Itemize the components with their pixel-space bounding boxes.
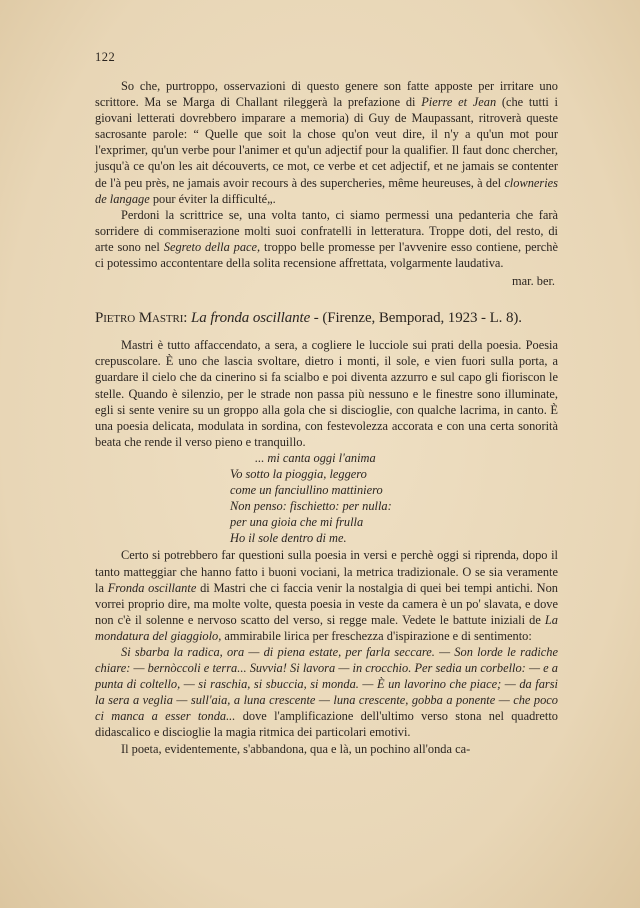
poem-line: come un fanciullino mattiniero: [230, 483, 383, 498]
page-number: 122: [95, 50, 116, 64]
paragraph: [95, 547, 558, 644]
quote-block: [95, 644, 558, 741]
poem-excerpt: [95, 450, 558, 547]
review-author: Pietro Mastri: [95, 310, 184, 327]
reviewer-signature: mar. ber.: [511, 274, 555, 289]
text-run: Certo si potrebbero far questioni sulla poesia in versi e perchè oggi si riprenda, dopo il tanto matteggiar che hanno fatto i buoni vociani, la metrica tradizionale. O se sia veramente la: [95, 548, 558, 595]
book-title: Pierre et Jean: [421, 95, 497, 110]
text-run: ammirabile lirica per freschezza d'ispirazione e di sentimento:: [221, 628, 532, 643]
heading-colon: :: [183, 310, 188, 327]
text-run: So che, purtroppo, osservazioni di questo genere son fatte apposte per irritare uno scrittore. Ma se Marga di Challant rileggerà la prefazione di: [95, 79, 558, 110]
paragraph: [95, 78, 558, 207]
text-run: dove l'amplificazione dell'ultimo verso stona nel quadretto didascalico e discioglie la magia ritmica dei particolari emotivi.: [95, 709, 558, 740]
phrase-italic: clowneries de langage: [95, 175, 558, 206]
text-run: (che tutti i giovani letterati dovrebbero imparare a memoria) di Guy de Maupassant, ritroverà queste sacrosante parole: “ Quelle que soit la chose qu'on veut dire, il n'y a qu'un mot pour l'exprimer, qu'un verbe pour l'animer et qu'un adjectif pour la qualifier. Il faut donc chercher, jusqu'à ce qu'on les ait découverts, ce mot, ce verbe et cet adjectif, et ne jamais se contenter de l'à peu près, ne jamais avoir recours à des supercheries, même heureuses, à del: [95, 95, 558, 190]
text-run: troppo belle promesse per l'avvenire esso contiene, perchè ci potessimo accontentare della solita recensione affrettata, volgarmente laudativa.: [95, 239, 558, 271]
text-run: pour éviter la difficulté„.: [149, 191, 276, 206]
text-run: di Mastri che ci faccia venir la nostalgia di quei bei tempi antichi. Non vorrei proprio dire, ma molte volte, questa poesia in veste da camera è un po' slavata, e dove non c'è il solenne e nervoso scatto del verso, si regge male. Vedete le battute iniziali de: [95, 580, 558, 627]
book-title: Segreto della pace,: [163, 239, 261, 254]
quoted-verse: Si sbarba la radica, ora — di piena estate, per farla seccare. — Son lorde le radiche chiare: — bernòccoli e terra... Suvvia! Si lavora — in crocchio. Per sedia un corbello: — e a punta di coltello, — si raschia, si sbuccia, si monda. — È un lavorino che piace; — da farsi la sera a veglia — sull'aia, a luna crescente — luna crescente, gobba a ponente — che poco ci manca a esser tonda...: [95, 645, 558, 724]
poem-line: Ho il sole dentro di me.: [230, 531, 347, 546]
text-run: Perdoni la scrittrice se, una volta tanto, ci siamo permessi una pedanteria che farà sorridere di commiserazione molti suoi confratelli in letteratura. Troppe doti, del resto, di arte sono nel: [95, 207, 558, 254]
poem-line: Vo sotto la pioggia, leggero: [230, 466, 367, 481]
poem-line: Non penso: fischietto: per nulla:: [230, 499, 392, 514]
paragraph: Mastri è tutto affaccendato, a sera, a cogliere le lucciole sui prati della poesia. Poesia crepuscolare. È uno che lascia svoltare, dietro i monti, il sole, e vien fuori sulla porta, a guardare il cielo che da cinerino si fa scialbo e poi diventa azzurro e sul capo gli fioriscon le stelle. Quando è silenzio, per le strade non passa più nessuno e le finestre sono illuminate, egli si sente venire su un groppo alla gola che si discioglie, con qualche lacrima, in canto. È una poesia delicata, modulata in sordina, con festevolezza accorata e con una certa sonorità beata che rende il verso pieno e tranquillo.: [95, 338, 558, 449]
poem-line: per una gioia che mi frulla: [230, 515, 364, 530]
poem-line: ... mi canta oggi l'anima: [255, 450, 376, 465]
paragraph: [95, 207, 558, 271]
review-book-title: La fronda oscillante: [191, 310, 311, 327]
review-heading: [95, 309, 558, 327]
page-body: [95, 78, 558, 757]
poem-title: La mondatura del giaggiolo,: [95, 612, 558, 643]
paragraph: Il poeta, evidentemente, s'abbandona, qua e là, un pochino all'onda ca-: [121, 741, 471, 756]
book-title: Fronda oscillante: [107, 580, 197, 595]
review-book-details: - (Firenze, Bemporad, 1923 - L. 8).: [310, 310, 522, 327]
